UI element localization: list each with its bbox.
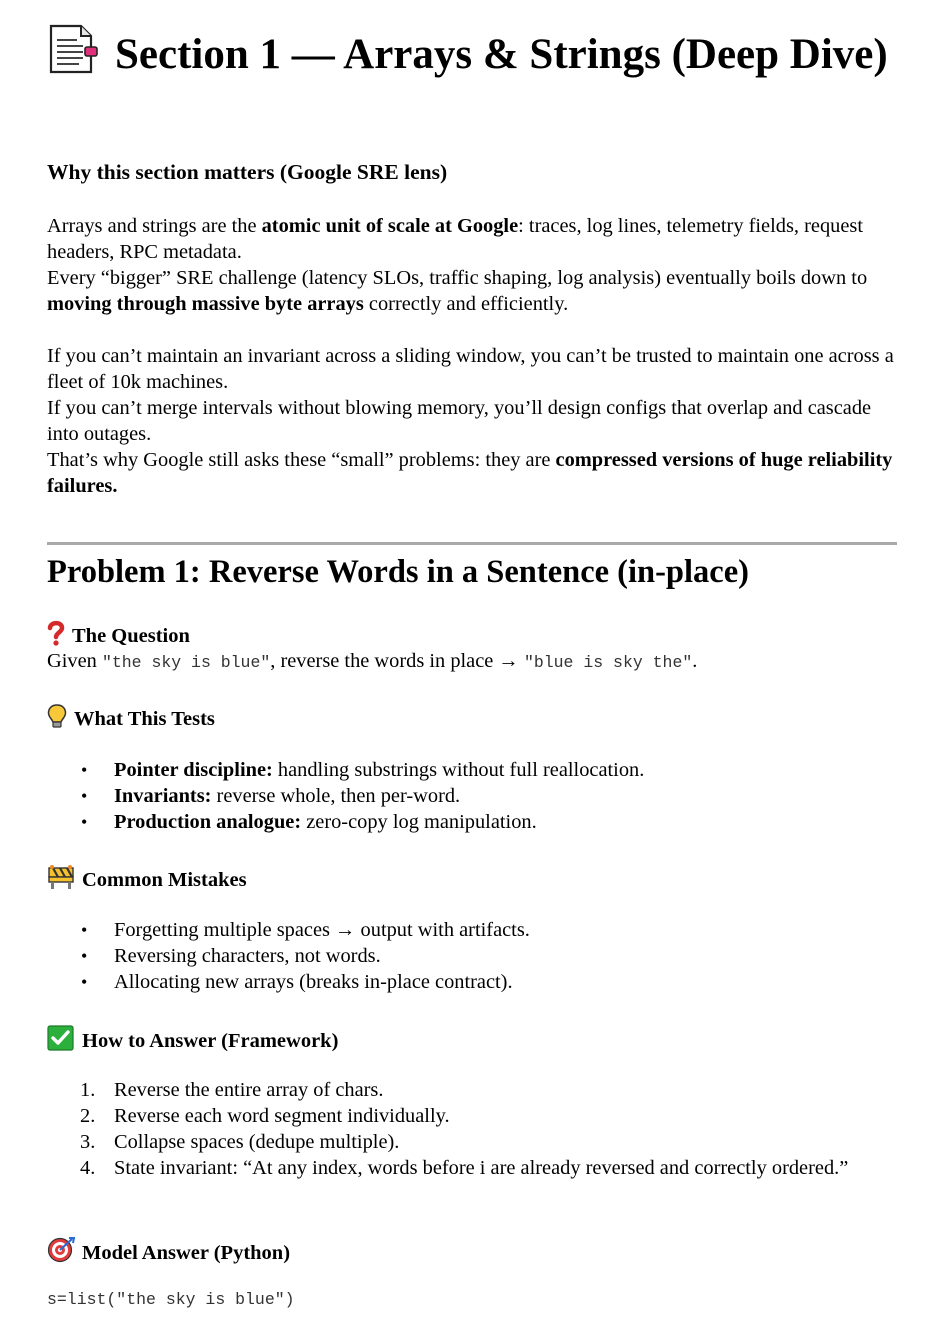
why-heading: Why this section matters (Google SRE lens) [47,160,448,184]
tests-heading: What This Tests [47,703,215,736]
list-item: • Reversing characters, not words. [47,943,897,969]
construction-barrier-icon [47,864,75,897]
why-paragraph-2: If you can’t maintain an invariant across a sliding window, you can’t be trusted to maintain one across a fleet of 10k machines. If you can’t merge intervals without blowing memory, you’ll design configs that overlap and cascade into outages. That’s why Google still asks these “small” problems: they are compressed versions of huge reliability failures. [47,345,894,497]
why-paragraph-1: Arrays and strings are the atomic unit of scale at Google: traces, log lines, telemetry fields, request headers, RPC metadata. Every “bigger” SRE challenge (latency SLOs, traffic shaping, log analysis) eventually boils down to moving through massive byte arrays correctly and efficiently. [47,215,868,315]
list-item: 4. State invariant: “At any index, words before i are already reversed and correctly ordered.” [80,1157,849,1179]
mistakes-heading: Common Mistakes [47,864,247,897]
question-heading: The Question [47,620,190,653]
answer-steps-list [47,1077,897,1181]
list-item: • Pointer discipline: handling substrings without full reallocation. [47,757,897,783]
problem-title: Problem 1: Reverse Words in a Sentence (in-place) [47,554,749,590]
answer-heading: How to Answer (Framework) [47,1025,338,1058]
page-with-curl-icon [47,24,99,74]
list-item: • Invariants: reverse whole, then per-word. [47,783,897,809]
list-item: • Allocating new arrays (breaks in-place contract). [47,969,897,995]
list-item: 1. Reverse the entire array of chars. [80,1079,384,1101]
section-title-text: Section 1 — Arrays & Strings (Deep Dive) [115,31,888,78]
model-answer-code: s=list("the sky is blue") [47,1290,295,1309]
green-check-icon [47,1025,75,1058]
horizontal-divider [47,542,897,545]
list-item: • Production analogue: zero-copy log manipulation. [47,809,897,835]
list-item: 3. Collapse spaces (dedupe multiple). [80,1131,400,1153]
tests-list [47,757,897,835]
direct-hit-target-icon [47,1237,75,1270]
list-item: • Forgetting multiple spaces → output with artifacts. [47,917,897,943]
mistakes-list [47,917,897,995]
list-item: 2. Reverse each word segment individually. [80,1105,450,1127]
model-answer-heading: Model Answer (Python) [47,1237,290,1270]
light-bulb-icon [47,703,67,736]
input-example-code: "the sky is blue" [101,653,271,672]
output-example-code: "blue is sky the" [523,653,693,672]
section-title [47,24,897,82]
question-text: Given "the sky is blue", reverse the words in place → "blue is sky the". [47,650,698,672]
